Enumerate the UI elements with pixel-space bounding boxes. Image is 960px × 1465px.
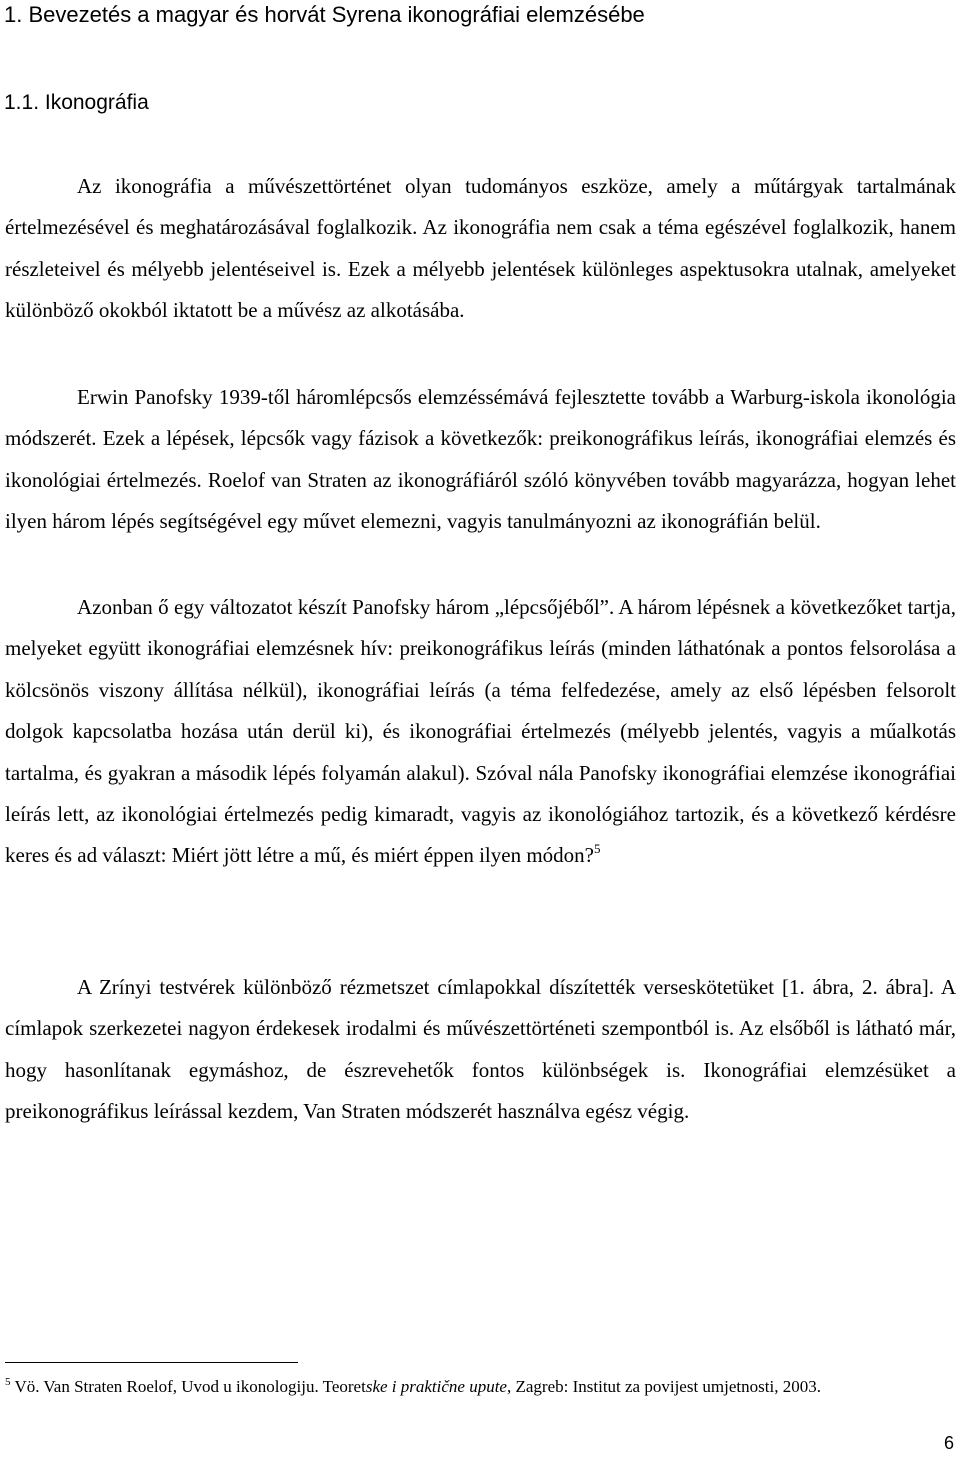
footnote-reference[interactable]: 5 bbox=[593, 841, 601, 857]
footnote-separator bbox=[5, 1362, 298, 1363]
footnote bbox=[5, 1375, 945, 1399]
paragraph-1-text: Az ikonográfia a művészettörténet olyan tudományos eszköze, amely a műtárgyak tartalmának értelmezésével és meghatározásával foglalkozik. Az ikonográfia nem csak a téma egészével foglalkozik, hanem részleteivel és mélyebb jelentéseivel is. Ezek a mélyebb jelentések különleges aspektusokra utalnak, amelyeket különböző okokból iktatott be a művész az alkotásába. bbox=[5, 174, 956, 323]
paragraph-2 bbox=[5, 377, 956, 543]
footnote-title: Uvod u ikonologiju. Teoret bbox=[181, 1377, 366, 1396]
paragraph-3-text: Azonban ő egy változatot készít Panofsky három „lépcsőjéből”. A három lépésnek a következőket tartja, melyeket együtt ikonográfiai elemzésnek hív: preikonográfikus leírás (minden láthatónak a pontos felsorolása a kölcsönös viszony állítása nélkül), ikonográfiai leírás (a téma felfedezése, amely az első lépésben felsorolt dolgok kapcsolatba hozása után derül ki), és ikonográfiai értelmezés (mélyebb jelentés, vagyis a műalkotás tartalma, és gyakran a második lépés folyamán alakul). Szóval nála Panofsky ikonográfiai elemzése ikonográfiai leírás lett, az ikonológiai értelmezés pedig kimaradt, vagyis az ikonológiához tartozik, és a következő kérdésre keres és ad választ: Miért jött létre a mű, és miért éppen ilyen módon? bbox=[5, 595, 956, 868]
footnote-number: 5 bbox=[5, 1376, 11, 1388]
footnote-title-italic: ske i praktične upute bbox=[365, 1377, 507, 1396]
paragraph-2-text: Erwin Panofsky 1939-től háromlépcsős elemzéssémává fejlesztette tovább a Warburg-iskola ikonológia módszerét. Ezek a lépések, lépcsők vagy fázisok a következők: preikonográfikus leírás, ikonográfiai elemzés és ikonológiai értelmezés. Roelof van Straten az ikonográfiáról szóló könyvében tovább magyarázza, hogyan lehet ilyen három lépés segítségével egy művet elemezni, vagyis tanulmányozni az ikonográfián belül. bbox=[5, 385, 956, 534]
footnote-author: Vö. Van Straten Roelof, bbox=[10, 1377, 182, 1396]
paragraph-4-text: A Zrínyi testvérek különböző rézmetszet címlapokkal díszítették verseskötetüket [1. ábra, 2. ábra]. A címlapok szerkezetei nagyon érdekesek irodalmi és művészettörténeti szempontból is. Az elsőből is látható már, hogy hasonlítanak egymáshoz, de észrevehetők fontos különbségek is. Ikonográfiai elemzésüket a preikonográfikus leírással kezdem, Van Straten módszerét használva egész végig. bbox=[5, 975, 956, 1124]
paragraph-1 bbox=[5, 166, 956, 332]
page-number: 6 bbox=[943, 1433, 954, 1453]
paragraph-4 bbox=[5, 967, 956, 1133]
paragraph-3 bbox=[5, 587, 956, 877]
chapter-heading: 1. Bevezetés a magyar és horvát Syrena ikonográfiai elemzésébe bbox=[4, 2, 645, 27]
footnote-publisher: , Zagreb: Institut za povijest umjetnosti, 2003. bbox=[506, 1377, 821, 1396]
section-heading: 1.1. Ikonográfia bbox=[4, 91, 149, 114]
